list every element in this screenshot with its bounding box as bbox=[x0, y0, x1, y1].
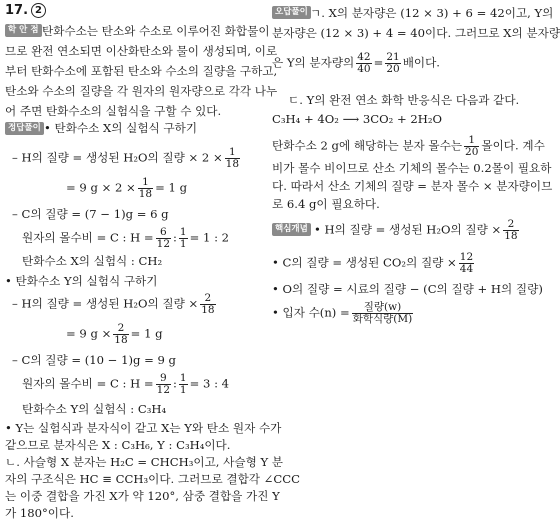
colon: : bbox=[173, 230, 177, 245]
numerator: 9 bbox=[156, 373, 171, 385]
y-empirical: 탄화수소 Y의 실험식 : C₃H₄ bbox=[22, 402, 167, 416]
numerator: 2 bbox=[113, 323, 128, 335]
right-line-1: ㄱ. X의 분자량은 (12 × 3) + 6 = 42이고, Y의 bbox=[310, 6, 554, 20]
numerator: 1 bbox=[179, 226, 187, 238]
denominator: 44 bbox=[459, 263, 474, 275]
x-h-mass-line2 bbox=[66, 177, 187, 200]
numerator: 12 bbox=[459, 251, 474, 263]
ratio-result: = 1 : 2 bbox=[189, 230, 230, 245]
intro-line-0: 탄화수소는 탄소와 수소로 이루어진 화합물이 bbox=[42, 24, 270, 38]
y-h-mass-line2 bbox=[66, 323, 163, 346]
answer-circle: 2 bbox=[31, 3, 46, 18]
bottom-line-3: 자의 구조식은 HC ≡ CCH₃이다. 그러므로 결합각 ∠CCC bbox=[5, 472, 300, 486]
numerator: 6 bbox=[156, 227, 171, 239]
denominator: 12 bbox=[156, 238, 171, 250]
ratio-label: 원자의 몰수비 = C : H = bbox=[22, 376, 154, 391]
denominator: 18 bbox=[225, 158, 240, 170]
x-h-mass-expr2: = 9 g × 2 × bbox=[66, 180, 136, 195]
denominator: 18 bbox=[201, 304, 215, 316]
key-particle-count bbox=[272, 302, 415, 325]
x-h-mass-result: = 1 g bbox=[155, 180, 188, 195]
y-h-mass-line1 bbox=[12, 293, 218, 316]
fraction bbox=[352, 302, 414, 325]
denominator: 1 bbox=[179, 238, 187, 250]
y-heading: • 탄화수소 Y의 실험식 구하기 bbox=[5, 274, 158, 288]
x-h-mass-expr: – H의 질량 = 생성된 H₂O의 질량 × 2 × bbox=[12, 150, 223, 165]
right-line-3 bbox=[272, 52, 440, 75]
problem-header bbox=[5, 3, 46, 18]
intro-line-4: 어 주면 탄화수소의 실험식을 구할 수 있다. bbox=[5, 104, 222, 118]
numerator: 1 bbox=[225, 147, 240, 159]
key-c-mass bbox=[272, 252, 476, 275]
fraction bbox=[179, 373, 188, 396]
numerator: 2 bbox=[503, 219, 518, 231]
y-h-mass-result: = 1 g bbox=[130, 326, 163, 341]
colon: : bbox=[173, 376, 177, 391]
denominator: 화학식량(M) bbox=[352, 313, 413, 325]
fraction bbox=[459, 252, 474, 275]
numerator: 1 bbox=[464, 135, 479, 147]
intro-line-1: 므로 완전 연소되면 이산화탄소와 물이 생성되며, 이로 bbox=[5, 44, 278, 58]
right-line-9: 로 6.4 g이 필요하다. bbox=[272, 197, 380, 211]
y-mole-ratio bbox=[22, 373, 229, 396]
fraction bbox=[200, 293, 215, 316]
key-h-mass bbox=[314, 219, 521, 242]
denominator: 18 bbox=[504, 230, 518, 242]
equals: = bbox=[373, 55, 384, 70]
right-line-6 bbox=[272, 135, 545, 158]
denominator: 18 bbox=[114, 334, 128, 346]
fraction bbox=[464, 135, 479, 158]
numerator: 1 bbox=[138, 177, 153, 189]
fraction bbox=[156, 227, 171, 250]
denominator: 12 bbox=[156, 384, 171, 396]
mass-ratio-tail: 배이다. bbox=[402, 55, 440, 70]
fraction bbox=[138, 177, 153, 200]
badge-answer: 정답풀이 bbox=[5, 122, 44, 135]
mass-ratio-label: 은 Y의 분자량의 bbox=[272, 55, 355, 70]
x-empirical: 탄화수소 X의 실험식 : CH₂ bbox=[22, 254, 163, 268]
badge-wrong-answer: 오답풀이 bbox=[272, 6, 311, 19]
ratio-label: 원자의 몰수비 = C : H = bbox=[22, 230, 154, 245]
denominator: 18 bbox=[138, 188, 153, 200]
bottom-line-2: ㄴ. 사슬형 X 분자는 H₂C = CHCH₃이고, 사슬형 Y 분 bbox=[5, 455, 283, 469]
x-mole-ratio bbox=[22, 227, 229, 250]
key-n-expr: • 입자 수(n) = bbox=[272, 305, 350, 320]
right-line-8: 다. 따라서 산소 기체의 질량 = 분자 몰수 × 분자량이므 bbox=[272, 179, 553, 193]
fraction bbox=[385, 52, 400, 75]
numerator: 2 bbox=[200, 293, 215, 305]
denominator: 40 bbox=[357, 63, 371, 75]
bottom-line-4: 는 이중 결합을 가진 X가 약 120°, 삼중 결합을 가진 Y bbox=[5, 489, 280, 503]
bottom-line-5: 가 180°이다. bbox=[5, 506, 74, 520]
right-line-7: 비가 몰수 비이므로 산소 기체의 몰수는 0.2몰이 필요하 bbox=[272, 161, 552, 175]
intro-line-3: 탄소와 수소의 질량을 각 원자의 원자량으로 각각 나누 bbox=[5, 84, 278, 98]
fraction bbox=[179, 227, 188, 250]
mole-label: 탄화수소 2 g에 해당하는 분자 몰수는 bbox=[272, 138, 463, 153]
badge-core-point: 학 안 점 bbox=[5, 24, 42, 37]
denominator: 20 bbox=[465, 146, 479, 158]
y-c-mass: – C의 질량 = (10 − 1)g = 9 g bbox=[12, 353, 176, 367]
right-line-4: ㄷ. Y의 완전 연소 화학 반응식은 다음과 같다. bbox=[288, 93, 520, 107]
fraction bbox=[503, 219, 518, 242]
denominator: 20 bbox=[386, 63, 400, 75]
y-h-mass-expr2: = 9 g × bbox=[66, 326, 112, 341]
fraction bbox=[156, 373, 171, 396]
fraction bbox=[113, 323, 128, 346]
ratio-result: = 3 : 4 bbox=[189, 376, 230, 391]
x-c-mass: – C의 질량 = (7 − 1)g = 6 g bbox=[12, 207, 169, 221]
numerator: 42 bbox=[357, 51, 371, 63]
key-h-expr: • H의 질량 = 생성된 H₂O의 질량 × bbox=[314, 222, 502, 237]
mole-tail: 몰이다. 계수 bbox=[481, 138, 545, 153]
y-h-mass-expr: – H의 질량 = 생성된 H₂O의 질량 × bbox=[12, 296, 199, 311]
x-heading: • 탄화수소 X의 실험식 구하기 bbox=[44, 121, 198, 135]
badge-key-concept: 핵심개념 bbox=[272, 223, 311, 236]
numerator: 21 bbox=[386, 51, 400, 63]
bottom-line-1: 같으므로 분자식은 X : C₃H₆, Y : C₃H₄이다. bbox=[5, 438, 231, 452]
numerator: 1 bbox=[179, 372, 187, 384]
problem-number: 17. bbox=[5, 3, 29, 18]
fraction bbox=[356, 52, 371, 75]
key-o-mass: • O의 질량 = 시료의 질량 − (C의 질량 + H의 질량) bbox=[272, 282, 543, 296]
numerator: 질량(w) bbox=[352, 302, 414, 314]
combustion-equation: C₃H₄ + 4O₂ ⟶ 3CO₂ + 2H₂O bbox=[272, 112, 443, 126]
denominator: 1 bbox=[179, 384, 187, 396]
intro-line-2: 부터 탄화수소에 포함된 탄소와 수소의 질량을 구하고, bbox=[5, 64, 278, 78]
fraction bbox=[225, 147, 240, 170]
bottom-line-0: • Y는 실험식과 분자식이 같고 X는 Y와 탄소 원자 수가 bbox=[5, 421, 282, 435]
x-h-mass-line1 bbox=[12, 147, 242, 170]
right-line-2: 분자량은 (12 × 3) + 4 = 40이다. 그러므로 X의 분자량 bbox=[272, 26, 560, 40]
key-c-expr: • C의 질량 = 생성된 CO₂의 질량 × bbox=[272, 255, 457, 270]
